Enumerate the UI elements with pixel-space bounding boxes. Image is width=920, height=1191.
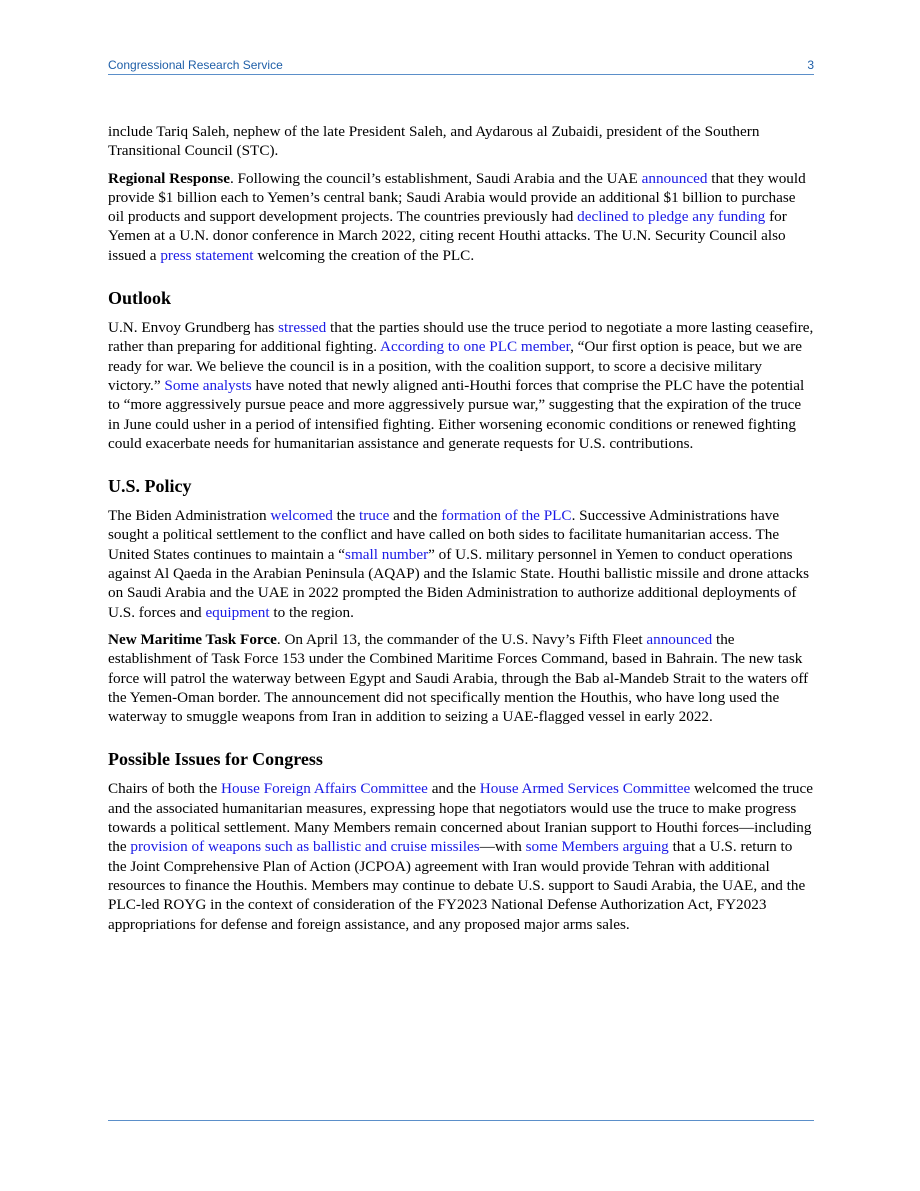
paragraph-possible-issues xyxy=(108,779,814,933)
text-span: that the parties should use the truce period to negotiate a more lasting ceasefire, rather than preparing for additional fighting. xyxy=(108,319,814,356)
link-truce[interactable]: truce xyxy=(358,507,390,525)
text-span: for Yemen at a U.N. donor conference in March 2022, citing recent Houthi attacks. The U.N. Security Council also issued a xyxy=(108,208,787,264)
text-span: ” of U.S. military personnel in Yemen to conduct operations against Al Qaeda in the Arabian Peninsula (AQAP) and the Islamic State. Houthi ballistic missile and drone attacks on Saudi Arabia and the UAE in 2022 prompted the Biden Administration to authorize additional deployments of U.S. forces and xyxy=(108,545,809,621)
paragraph-outlook xyxy=(108,318,814,453)
link-announced-task-force[interactable]: announced xyxy=(646,630,713,648)
paragraph-continuation xyxy=(108,122,814,161)
heading-us-policy: U.S. Policy xyxy=(108,476,192,497)
link-some-members-arguing[interactable]: some Members arguing xyxy=(525,838,669,856)
text-span: that a U.S. return to the Joint Comprehensive Plan of Action (JCPOA) agreement with Iran would provide Tehran with additional resources to finance the Houthis. Members may continue to debate U.S. support to Saudi Arabia, the UAE, and the PLC-led ROYG in the context of consideration of the FY2023 National Defense Authorization Act, FY2023 appropriations for defense and foreign assistance, and any proposed major arms sales. xyxy=(108,838,806,933)
link-stressed[interactable]: stressed xyxy=(278,319,327,337)
header-rule xyxy=(108,74,814,75)
text-span: the establishment of Task Force 153 under the Combined Maritime Forces Command, based in Bahrain. The new task force will patrol the waterway between Egypt and Saudi Arabia, through the Bab al-Mandeb Strait to the waters off the Yemen-Oman border. The announcement did not specifically mention the Houthis, who have long used the waterway to smuggle weapons from Iran in addition to seizing a UAE-flagged vessel in early 2022. xyxy=(108,630,809,726)
text-span: The Biden Administration xyxy=(108,507,271,525)
paragraph-lead-regional-response: Regional Response xyxy=(108,169,230,187)
paragraph-us-policy xyxy=(108,506,814,622)
link-press-statement[interactable]: press statement xyxy=(160,246,254,264)
paragraph-lead-maritime-task-force: New Maritime Task Force xyxy=(108,630,277,648)
paragraph-regional-response xyxy=(108,169,814,265)
document-body xyxy=(108,122,814,942)
text-span: and the xyxy=(427,780,480,798)
text-span: the xyxy=(332,507,359,525)
link-formation-of-plc[interactable]: formation of the PLC xyxy=(441,507,572,525)
text-span: to the region. xyxy=(269,603,354,621)
link-some-analysts[interactable]: Some analysts xyxy=(164,376,252,394)
footer-rule xyxy=(108,1120,814,1121)
heading-outlook: Outlook xyxy=(108,288,172,309)
link-announced[interactable]: announced xyxy=(641,169,708,187)
link-equipment[interactable]: equipment xyxy=(205,603,270,621)
text-span: include Tariq Saleh, nephew of the late President Saleh, and Aydarous al Zubaidi, president of the Southern Transitional Council (STC). xyxy=(108,123,760,160)
text-span: , “Our first option is peace, but we are ready for war. We believe the council is in a position, with the coalition support, to score a decisive military victory.” xyxy=(108,338,803,394)
page-number: 3 xyxy=(807,58,814,72)
text-span: and the xyxy=(389,507,442,525)
page-header xyxy=(108,58,814,74)
text-span: have noted that newly aligned anti-Houthi forces that comprise the PLC have the potential to “more aggressively pursue peace and more aggressively pursue war,” suggesting that the expiration of the truce in June could usher in a period of intensified fighting. Either worsening economic conditions or renewed fighting could exacerbate needs for humanitarian assistance and generate requests for U.S. contributions. xyxy=(108,376,805,452)
text-span: . On April 13, the commander of the U.S. Navy’s Fifth Fleet xyxy=(276,630,647,648)
paragraph-maritime-task-force xyxy=(108,630,814,726)
link-according-to-plc-member[interactable]: According to one PLC member xyxy=(380,338,571,356)
link-house-foreign-affairs[interactable]: House Foreign Affairs Committee xyxy=(221,780,428,798)
text-span: Chairs of both the xyxy=(108,780,222,798)
link-welcomed[interactable]: welcomed xyxy=(270,507,333,525)
link-declined-to-pledge[interactable]: declined to pledge any funding xyxy=(577,208,766,226)
text-span: U.N. Envoy Grundberg has xyxy=(108,319,279,337)
header-title: Congressional Research Service xyxy=(108,58,283,72)
link-provision-of-weapons[interactable]: provision of weapons such as ballistic and cruise missiles xyxy=(130,838,480,856)
text-span: . Successive Administrations have sought a political settlement to the conflict and have called on both sides to facilitate humanitarian access. The United States continues to maintain a “ xyxy=(108,507,780,563)
text-span: welcomed the truce and the associated humanitarian measures, expressing hope that negotiators would use the truce to make progress towards a political settlement. Many Members remain concerned about Iranian support to Houthi forces—including the xyxy=(108,780,813,856)
text-span: . Following the council’s establishment, Saudi Arabia and the UAE xyxy=(229,169,642,187)
link-small-number[interactable]: small number xyxy=(345,545,429,563)
text-span: —with xyxy=(479,838,526,856)
text-span: welcoming the creation of the PLC. xyxy=(253,246,475,264)
text-span: that they would provide $1 billion each to Yemen’s central bank; Saudi Arabia would provide an additional $1 billion to purchase oil products and support development projects. The countries previously had xyxy=(108,169,806,226)
link-house-armed-services[interactable]: House Armed Services Committee xyxy=(479,780,691,798)
heading-possible-issues: Possible Issues for Congress xyxy=(108,749,323,770)
